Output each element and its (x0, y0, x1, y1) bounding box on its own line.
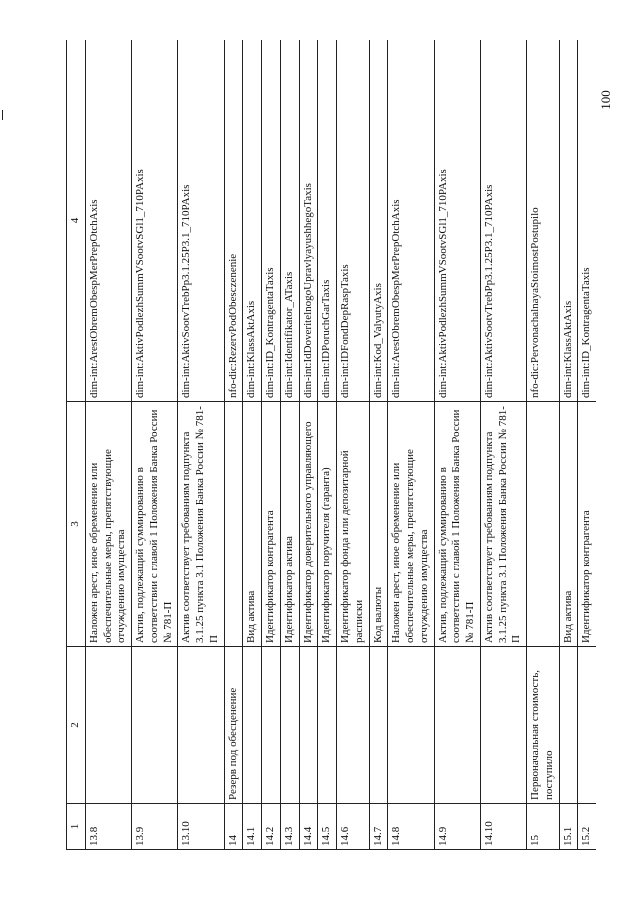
row-number: 14.10 (480, 804, 526, 850)
row-number: 15.2 (578, 804, 596, 850)
row-number: 14.5 (318, 804, 337, 850)
header-col-4: 4 (67, 40, 86, 402)
row-description: Наложен арест, иное обременение или обеспечительные меры, препятствующие отчуждению имущества (388, 402, 434, 647)
table-row (262, 40, 281, 850)
row-number: 14.9 (434, 804, 480, 850)
row-code: dim-int:Identifikator_ATaxis (280, 40, 299, 402)
table-row (224, 40, 243, 850)
row-description: Идентификатор контрагента (262, 402, 281, 647)
table-row (369, 40, 388, 850)
table-row (559, 40, 578, 850)
table-row (85, 40, 131, 850)
row-name (337, 647, 370, 804)
row-description: Идентификатор поручителя (гаранта) (318, 402, 337, 647)
row-name (299, 647, 318, 804)
row-number: 14 (224, 804, 243, 850)
row-number: 14.3 (280, 804, 299, 850)
row-description: Вид актива (243, 402, 262, 647)
row-number: 14.4 (299, 804, 318, 850)
page-number: 100 (598, 90, 613, 110)
row-description: Актив, подлежащий суммированию в соответствии с главой 1 Положения Банка России № 781-П (434, 402, 480, 647)
row-description: Идентификатор фонда или депозитарной расписки (337, 402, 370, 647)
table-row (388, 40, 434, 850)
header-col-1: 1 (67, 804, 86, 850)
table-row (318, 40, 337, 850)
row-code: nfo-dic:PervonachalnayaStoimostPostupilo (527, 40, 560, 402)
row-number: 15 (527, 804, 560, 850)
row-description: Актив, подлежащий суммированию в соответствии с главой 1 Положения Банка России № 781-П (132, 402, 178, 647)
row-name (480, 647, 526, 804)
dimension-table (66, 40, 596, 850)
row-number: 14.1 (243, 804, 262, 850)
table-row (337, 40, 370, 850)
row-name (434, 647, 480, 804)
row-description: Идентификатор актива (280, 402, 299, 647)
row-name (85, 647, 131, 804)
table-header-row (67, 40, 86, 850)
table-row (178, 40, 224, 850)
margin-mark (2, 110, 3, 120)
row-name (318, 647, 337, 804)
row-name (578, 647, 596, 804)
row-code: dim-int:AktivSootvTrebPp3.1.25P3.1_710PAxis (178, 40, 224, 402)
row-code: dim-int:AktivPodlezhSummVSootvSGl1_710PAxis (434, 40, 480, 402)
row-number: 15.1 (559, 804, 578, 850)
row-name (559, 647, 578, 804)
row-name: Первоначальная стоимость, поступило (527, 647, 560, 804)
row-description (224, 402, 243, 647)
table-row (527, 40, 560, 850)
table-row (434, 40, 480, 850)
row-code: dim-int:IDFondDepRaspTaxis (337, 40, 370, 402)
row-code: dim-int:AktivSootvTrebPp3.1.25P3.1_710PAxis (480, 40, 526, 402)
row-description: Актив соответствует требованиям подпункта 3.1.25 пункта 3.1 Положения Банка России № 781-П (480, 402, 526, 647)
row-number: 14.7 (369, 804, 388, 850)
row-description: Наложен арест, иное обременение или обеспечительные меры, препятствующие отчуждению имущества (85, 402, 131, 647)
row-number: 14.8 (388, 804, 434, 850)
row-number: 13.8 (85, 804, 131, 850)
row-name (280, 647, 299, 804)
row-number: 14.6 (337, 804, 370, 850)
row-code: dim-int:Kod_ValyutyAxis (369, 40, 388, 402)
row-code: dim-int:KlassAktAxis (559, 40, 578, 402)
row-description: Идентификатор доверительного управляющего (299, 402, 318, 647)
row-name: Резерв под обесценение (224, 647, 243, 804)
row-code: dim-int:ArestObremObespMerPrepOtchAxis (85, 40, 131, 402)
table-row (578, 40, 596, 850)
row-name (132, 647, 178, 804)
table-body (85, 40, 596, 850)
row-description (527, 402, 560, 647)
row-code: nfo-dic:RezervPodObesczenenie (224, 40, 243, 402)
table-row (299, 40, 318, 850)
row-code: dim-int:ID_KontragentaTaxis (578, 40, 596, 402)
row-number: 13.9 (132, 804, 178, 850)
table-row (480, 40, 526, 850)
rotated-page (66, 40, 596, 850)
row-code: dim-int:ArestObremObespMerPrepOtchAxis (388, 40, 434, 402)
row-code: dim-int:IdDoveritelnogoUpravlyayushhegoTaxis (299, 40, 318, 402)
row-name (388, 647, 434, 804)
row-name (178, 647, 224, 804)
row-name (262, 647, 281, 804)
row-name (243, 647, 262, 804)
row-description: Идентификатор контрагента (578, 402, 596, 647)
row-code: dim-int:AktivPodlezhSummVSootvSGl1_710PAxis (132, 40, 178, 402)
row-code: dim-int:KlassAktAxis (243, 40, 262, 402)
row-description: Код валюты (369, 402, 388, 647)
header-col-3: 3 (67, 402, 86, 647)
row-name (369, 647, 388, 804)
row-description: Вид актива (559, 402, 578, 647)
row-number: 13.10 (178, 804, 224, 850)
row-description: Актив соответствует требованиям подпункта 3.1.25 пункта 3.1 Положения Банка России № 781-П (178, 402, 224, 647)
header-col-2: 2 (67, 647, 86, 804)
row-code: dim-int:IDPoruchGarTaxis (318, 40, 337, 402)
row-number: 14.2 (262, 804, 281, 850)
table-container (66, 40, 596, 850)
row-code: dim-int:ID_KontragentaTaxis (262, 40, 281, 402)
table-row (132, 40, 178, 850)
table-row (243, 40, 262, 850)
table-row (280, 40, 299, 850)
